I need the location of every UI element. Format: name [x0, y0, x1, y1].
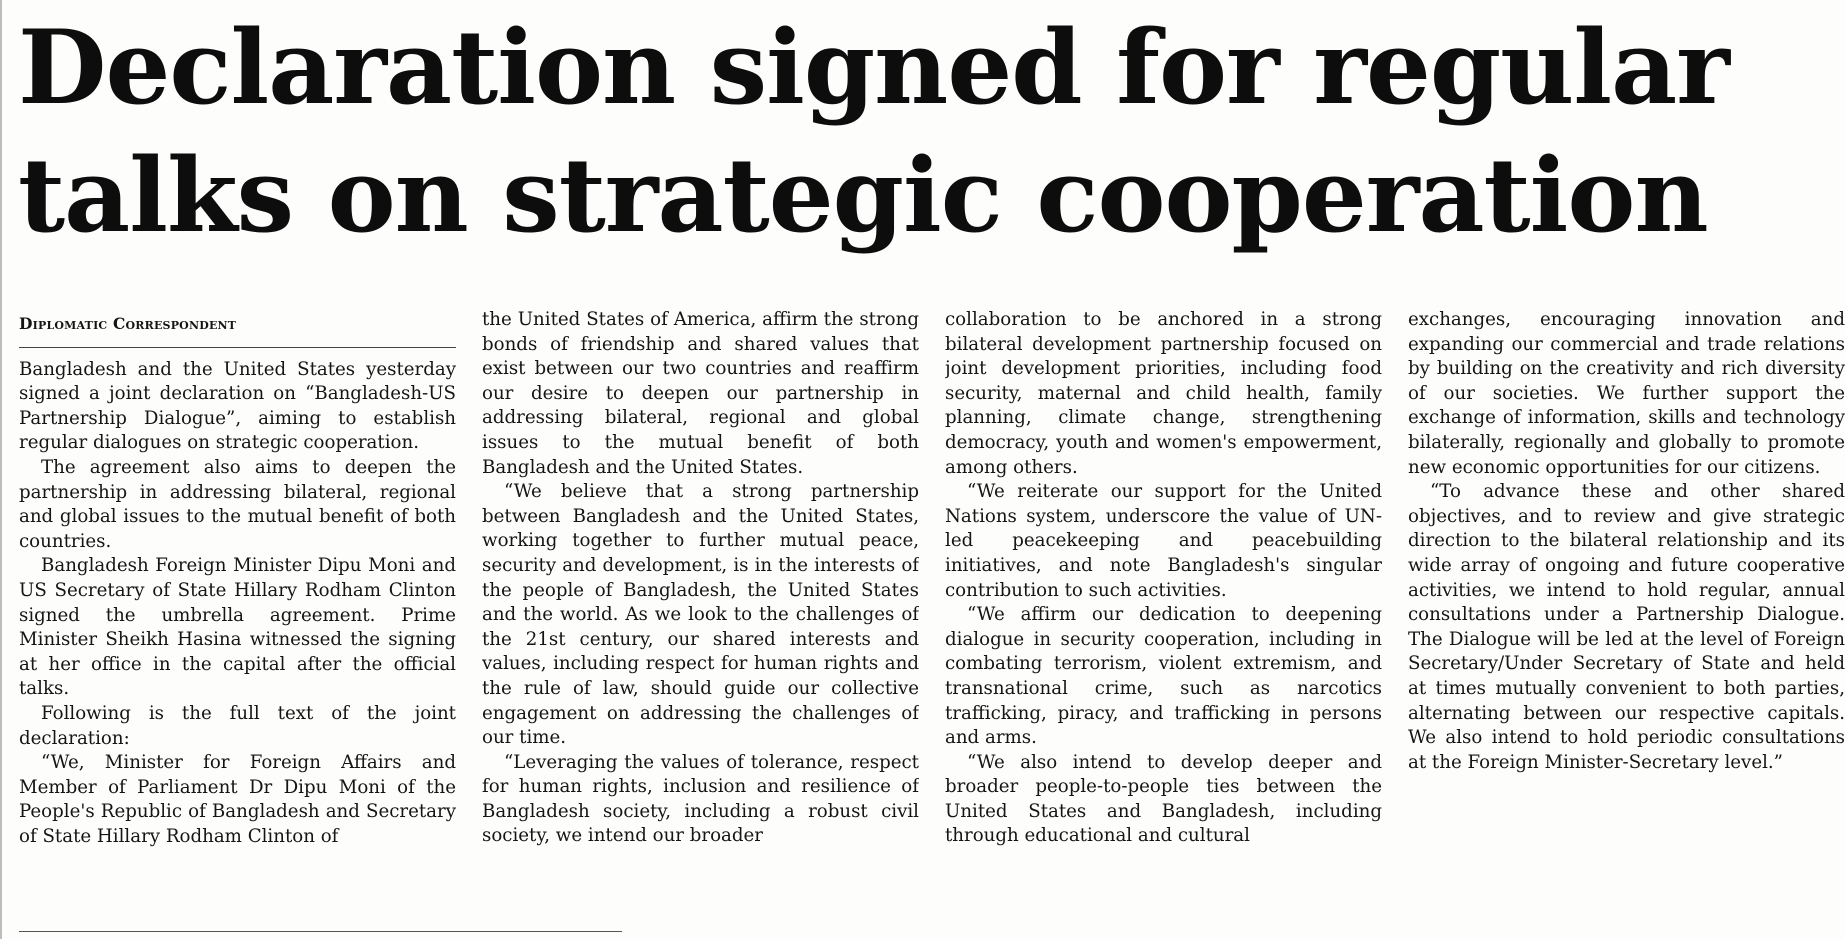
paragraph: “We believe that a strong partnership between Bangladesh and the United States, working together to further mutual peace, security and development, is in the interests of the people of Bangladesh, the United States and the world. As we look to the challenges of the 21st century, our shared interests and values, including respect for human rights and the rule of law, should guide our collective engagement on addressing the challenges of our time. [482, 481, 919, 749]
byline: Diplomatic Correspondent [19, 308, 456, 348]
paragraph: collaboration to be anchored in a strong bilateral development partnership focused on joint development priorities, including food security, maternal and child health, family planning, climate change, strengthening democracy, youth and women's empowerment, among others. [945, 309, 1382, 478]
headline-line-2: talks on strategic cooperation [18, 136, 1708, 256]
paragraph: “To advance these and other shared objectives, and to review and give strategic direction to the bilateral relationship and its wide array of ongoing and future cooperative activities, we intend to hold regular, annual consultations under a Partnership Dialogue. The Dialogue will be led at the level of Foreign Secretary/Under Secretary of State and held at times mutually convenient to both parties, alternating between our respective capitals. We also intend to hold periodic consultations at the Foreign Minister-Secretary level.” [1408, 481, 1845, 773]
paragraph: “Leveraging the values of tolerance, respect for human rights, inclusion and resilience of Bangladesh society, including a robust civil society, we intend our broader [482, 751, 919, 847]
paragraph: exchanges, encouraging innovation and expanding our commercial and trade relations by building on the creativity and rich diversity of our societies. We further support the exchange of information, skills and technology bilaterally, regionally and globally to promote new economic opportunities for our citizens. [1408, 309, 1845, 478]
paragraph: “We reiterate our support for the United Nations system, underscore the value of UN-led peacekeeping and peacebuilding initiatives, and note Bangladesh's singular contribution to such activities. [945, 481, 1382, 601]
paragraph: Bangladesh Foreign Minister Dipu Moni and US Secretary of State Hillary Rodham Clinton signed the umbrella agreement. Prime Minister Sheikh Hasina witnessed the signing at her office in the capital after the official talks. [19, 555, 456, 700]
article-column-3 [945, 308, 1382, 920]
article-body [19, 308, 1845, 920]
bottom-rule [19, 931, 622, 932]
paragraph: “We also intend to develop deeper and broader people-to-people ties between the United States and Bangladesh, including through educational and cultural [945, 751, 1382, 847]
paragraph: Bangladesh and the United States yesterday signed a joint declaration on “Bangladesh-US Partnership Dialogue”, aiming to establish regular dialogues on strategic cooperation. [19, 358, 456, 454]
paragraph: “We affirm our dedication to deepening dialogue in security cooperation, including in combating terrorism, violent extremism, and transnational crime, such as narcotics trafficking, piracy, and trafficking in persons and arms. [945, 604, 1382, 749]
headline [18, 4, 1838, 260]
article-column-2 [482, 308, 919, 920]
article-column-4 [1408, 308, 1845, 920]
headline-line-1: Declaration signed for regular [18, 8, 1729, 128]
paragraph: Following is the full text of the joint declaration: [19, 702, 456, 749]
paragraph: the United States of America, affirm the strong bonds of friendship and shared values that exist between our two countries and reaffirm our desire to deepen our partnership in addressing bilateral, regional and global issues to the mutual benefit of both Bangladesh and the United States. [482, 309, 919, 478]
article-column-1 [19, 308, 456, 920]
paragraph: “We, Minister for Foreign Affairs and Member of Parliament Dr Dipu Moni of the People's Republic of Bangladesh and Secretary of State Hillary Rodham Clinton of [19, 752, 456, 847]
paragraph: The agreement also aims to deepen the partnership in addressing bilateral, regional and global issues to the mutual benefit of both countries. [19, 456, 456, 552]
